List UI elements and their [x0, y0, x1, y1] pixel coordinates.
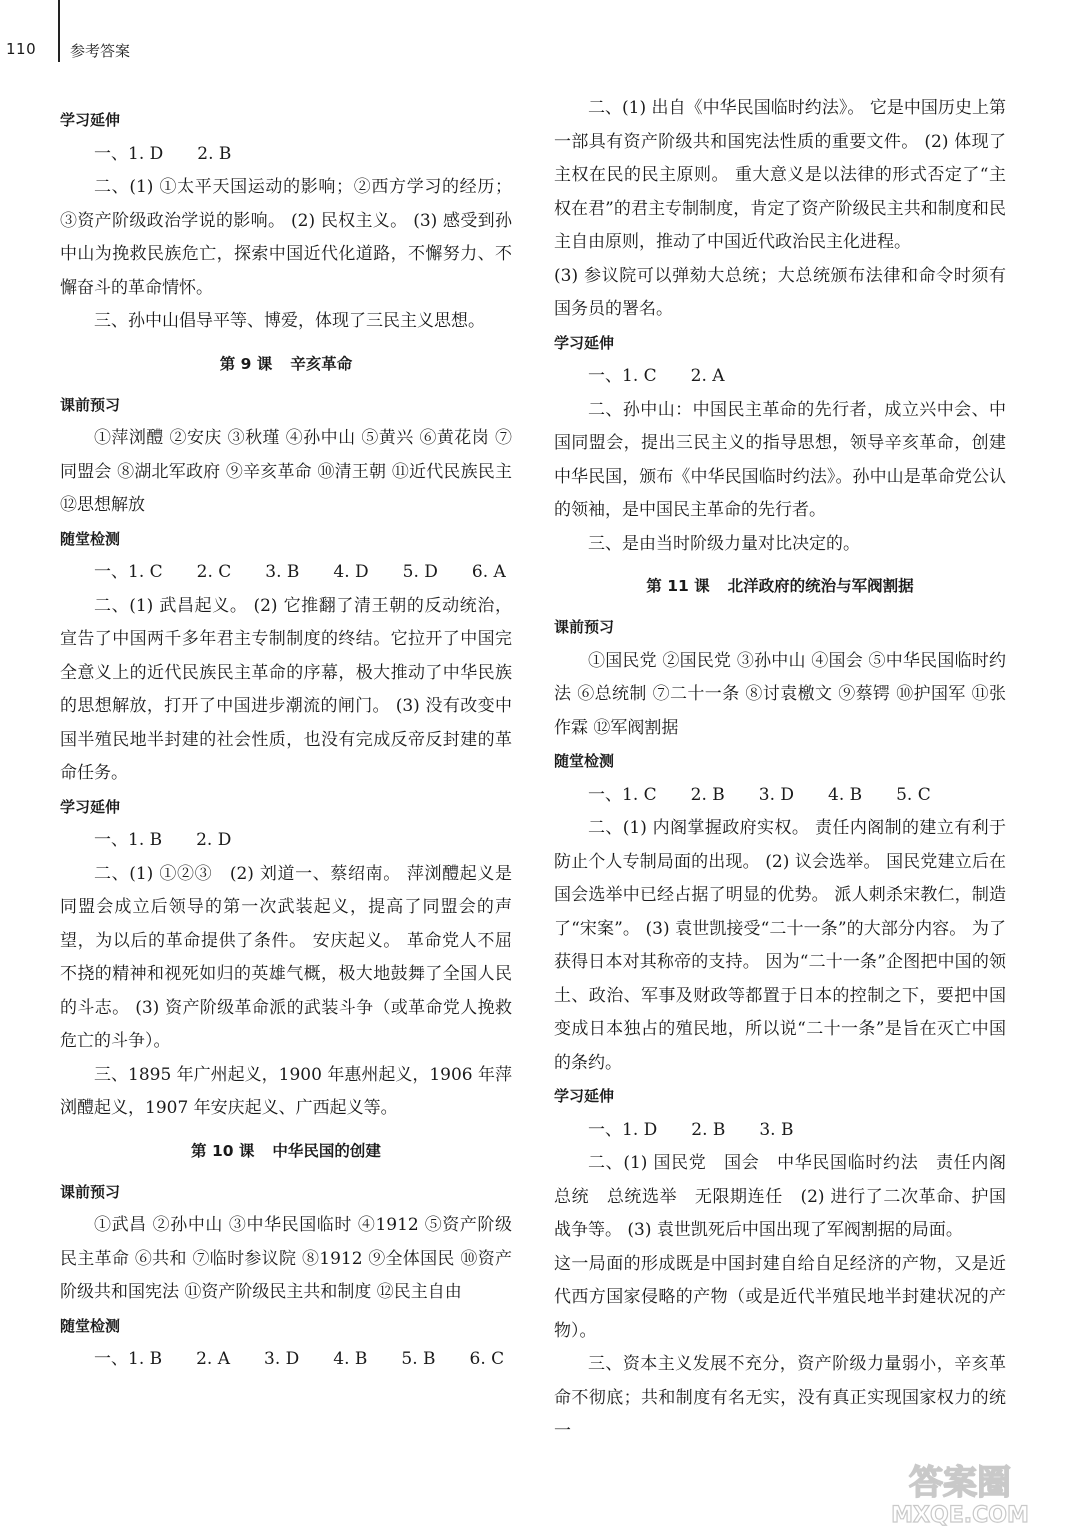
answer-paragraph: 二、(1) 出自《中华民国临时约法》。 它是中国历史上第一部具有资产阶级共和国宪法性质的重要文件。 (2) 体现了主权在民的民主原则。 重大意义是以法律的形式否定了“主权在君”的君主专制制度，肯定了资产阶级民主共和制度和民主自由原则，推动了中国近代政治民主化进程。 — [554, 98, 1006, 252]
left-column — [60, 104, 512, 1377]
answer-paragraph: 三、1895 年广州起义，1900 年惠州起义，1906 年萍浏醴起义，1907 年安庆起义、广西起义等。 — [60, 1064, 513, 1118]
section-heading: 课前预习 — [554, 618, 615, 636]
section-heading: 学习延伸 — [60, 797, 121, 816]
answer-paragraph: 二、(1) ①②③ (2) 刘道一、蔡绍南。 萍浏醴起义是同盟会成立后领导的第一次武装起义，提高了同盟会的声望，为以后的革命提供了条件。 安庆起义。 革命党人不屈不挠的精神和视死如归的英雄气概，极大地鼓舞了全国人民的斗志。 (3) 资产阶级革命派的武装斗争（或革命党人挽救危亡的斗争）。 — [60, 863, 512, 1051]
lesson-heading — [60, 1134, 512, 1168]
right-column — [554, 92, 1023, 1449]
page-number: 110 — [6, 40, 37, 58]
answer-paragraph: 二、(1) 国民党 国会 中华民国临时约法 责任内阁 总统 总统选举 无限期连任 (2) 进行了二次革命、护国战争等。 (3) 袁世凯死后中国出现了军阀割据的局面。 — [554, 1153, 1023, 1240]
section-heading: 学习延伸 — [60, 111, 121, 129]
section-heading: 课前预习 — [60, 395, 121, 414]
answer-paragraph: 三、是由当时阶级力量对比决定的。 — [588, 533, 860, 554]
answer-paragraph: 这一局面的形成既是中国封建自给自足经济的产物，又是近代西方国家侵略的产物（或是近代半殖民地半封建状况的产物）。 — [554, 1253, 1006, 1341]
answer-paragraph: ①国民党 ②国民党 ③孙中山 ④国会 ⑤中华民国临时约法 ⑥总统制 ⑦二十一条 ⑧讨袁檄文 ⑨蔡锷 ⑩护国军 ⑪张作霖 ⑫军阀割据 — [554, 650, 1006, 738]
section-heading: 随堂检测 — [60, 1316, 121, 1335]
watermark-title: 答案圈 — [909, 1463, 1011, 1503]
section-heading: 学习延伸 — [554, 1087, 615, 1105]
answer-paragraph: ①武昌 ②孙中山 ③中华民国临时 ④1912 ⑤资产阶级民主革命 ⑥共和 ⑦临时参议院 ⑧1912 ⑨全体国民 ⑩资产阶级共和国宪法 ⑪资产阶级民主共和制度 ⑫民主自由 — [60, 1215, 512, 1302]
answer-paragraph: 二、(1) ①太平天国运动的影响；②西方学习的经历；③资产阶级政治学说的影响。 (2) 民权主义。 (3) 感受到孙中山为挽救民族危亡，探索中国近代化道路，不懈努力、不懈奋斗的革命情怀。 — [60, 177, 512, 298]
section-heading: 学习延伸 — [554, 333, 615, 352]
answer-paragraph: 一、1. B 2. D — [94, 830, 232, 850]
lesson-title: 中华民国的创建 — [272, 1141, 381, 1160]
header-divider — [58, 0, 60, 62]
lesson-heading — [60, 347, 512, 381]
section-heading: 随堂检测 — [554, 752, 615, 770]
answer-paragraph: 三、资本主义发展不充分，资产阶级力量弱小，辛亥革命不彻底；共和制度有名无实，没有真正实现国家权力的统一 — [554, 1354, 1006, 1441]
answer-paragraph: 二、孙中山：中国民主革命的先行者，成立兴中会、中国同盟会，提出三民主义的指导思想，领导辛亥革命，创建中华民国，颁布《中华民国临时约法》。孙中山是革命党公认的领袖，是中国民主革命的先行者。 — [554, 399, 1006, 520]
answer-paragraph: 一、1. C 2. B 3. D 4. B 5. C — [588, 784, 931, 805]
lesson-number: 第 10 课 — [191, 1141, 255, 1160]
answer-paragraph: 二、(1) 武昌起义。 (2) 它推翻了清王朝的反动统治，宣告了中国两千多年君主专制制度的终结。它拉开了中国完全意义上的近代民族民主革命的序幕，极大推动了中华民族的思想解放，打开了中国进步潮流的闸门。 (3) 没有改变中国半殖民地半封建的社会性质，也没有完成反帝反封建的革命任务。 — [60, 595, 512, 783]
running-title: 参考答案 — [70, 42, 131, 60]
answer-paragraph: 一、1. C 2. C 3. B 4. D 5. D 6. A — [94, 562, 506, 582]
answer-paragraph: ①萍浏醴 ②安庆 ③秋瑾 ④孙中山 ⑤黄兴 ⑥黄花岗 ⑦同盟会 ⑧湖北军政府 ⑨辛亥革命 ⑩清王朝 ⑪近代民族民主 ⑫思想解放 — [60, 428, 512, 515]
lesson-title: 辛亥革命 — [290, 354, 353, 373]
answer-paragraph: 一、1. D 2. B — [94, 143, 232, 164]
answer-paragraph: 一、1. B 2. A 3. D 4. B 5. B 6. C — [94, 1349, 505, 1369]
lesson-title: 北洋政府的统治与军阀割据 — [727, 577, 914, 595]
answer-paragraph: 三、孙中山倡导平等、博爱，体现了三民主义思想。 — [94, 311, 485, 331]
answer-paragraph: 一、1. D 2. B 3. B — [588, 1119, 794, 1140]
lesson-heading — [554, 569, 1006, 603]
answer-paragraph: 二、(1) 内阁掌握政府实权。 责任内阁制的建立有利于防止个人专制局面的出现。 (2) 议会选举。 国民党建立后在国会选举中已经占据了明显的优势。 派人刺杀宋教仁，制造了“宋案”。 (3) 袁世凯接受“二十一条”的大部分内容。 为了获得日本对其称帝的支持。 因为“二十一条”企图把中国的领土、政治、军事及财政等都置于日本的控制之下，要把中国变成日本独占的殖民地，所以说“二十一条”是旨在灭亡中国的条约。 — [554, 818, 1006, 1073]
section-heading: 课前预习 — [60, 1182, 121, 1201]
watermark-logo — [865, 1460, 1055, 1528]
answer-paragraph: 一、1. C 2. A — [588, 366, 725, 386]
section-heading: 随堂检测 — [60, 529, 121, 548]
answer-paragraph: (3) 参议院可以弹劾大总统；大总统颁布法律和命令时须有国务员的署名。 — [554, 265, 1006, 319]
watermark-url: MXQE.COM — [891, 1503, 1029, 1528]
lesson-number: 第 11 课 — [646, 577, 710, 595]
lesson-number: 第 9 课 — [219, 354, 273, 373]
